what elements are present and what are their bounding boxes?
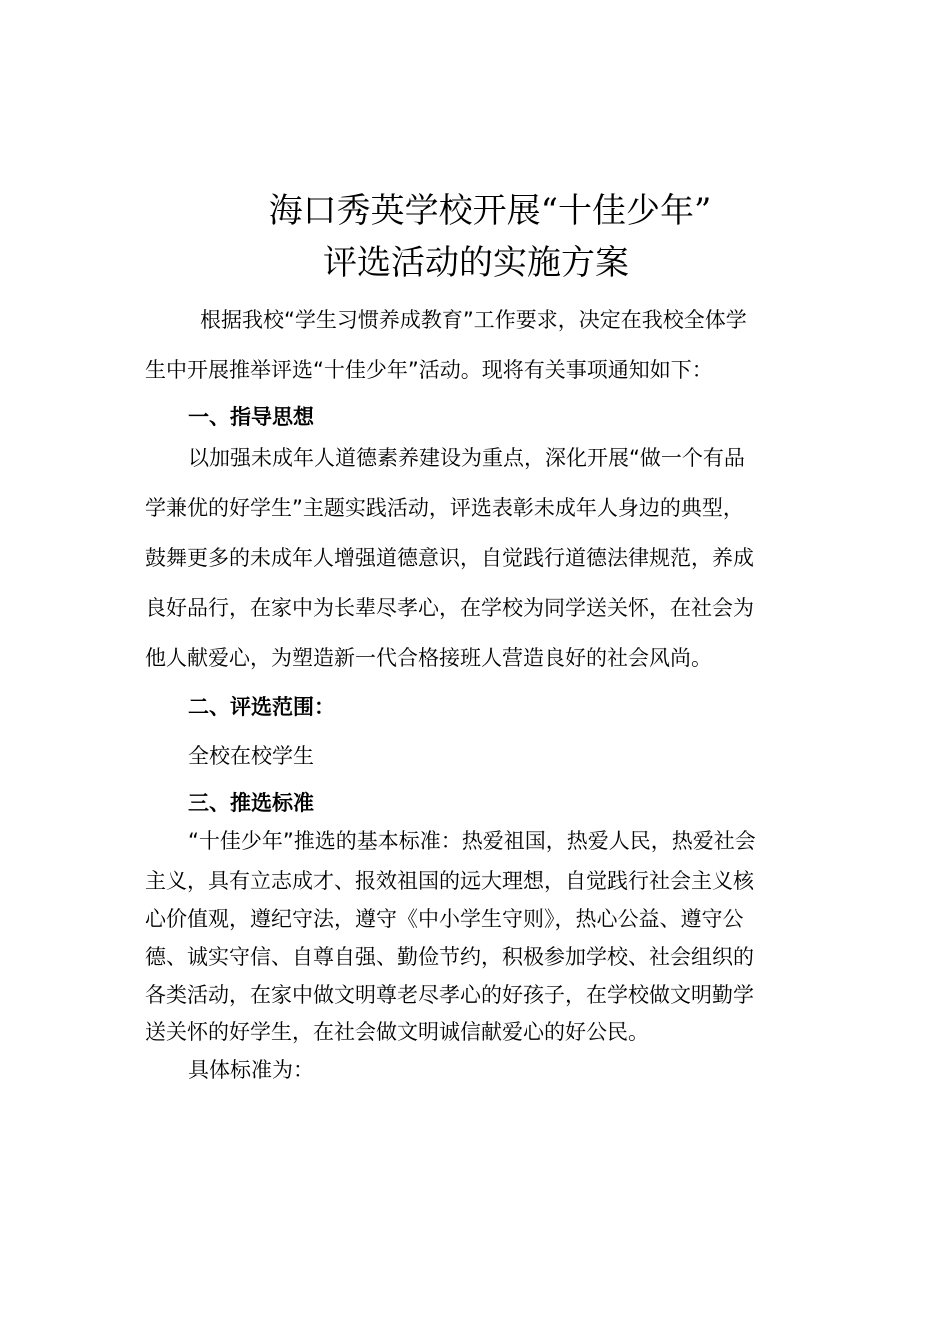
section3-paragraph-line: 德、诚实守信、自尊自强、勤俭节约，积极参加学校、社会组织的 xyxy=(145,945,754,969)
section3-paragraph-line: 心价值观，遵纪守法，遵守《中小学生守则》，热心公益、遵守公 xyxy=(145,907,744,931)
section-heading-selection-criteria: 三、推选标准 xyxy=(188,791,314,815)
section1-paragraph-line: 他人献爱心，为塑造新一代合格接班人营造良好的社会风尚。 xyxy=(145,646,712,670)
document-title-line-1: 海口秀英学校开展“十佳少年” xyxy=(268,191,712,231)
section3-paragraph-line: 送关怀的好学生，在社会做文明诚信献爱心的好公民。 xyxy=(145,1020,649,1044)
intro-paragraph-line: 生中开展推举评选“十佳少年”活动。现将有关事项通知如下： xyxy=(145,358,713,382)
section3-paragraph-line: “十佳少年”推选的基本标准：热爱祖国，热爱人民，热爱社会 xyxy=(188,829,756,853)
section-heading-guiding-ideology: 一、指导思想 xyxy=(188,405,314,429)
section3-paragraph-line: 主义，具有立志成才、报效祖国的远大理想，自觉践行社会主义核 xyxy=(145,869,754,893)
section2-paragraph-line: 全校在校学生 xyxy=(188,744,314,768)
section-heading-selection-scope: 二、评选范围： xyxy=(188,695,335,719)
intro-paragraph-line: 根据我校“学生习惯养成教育”工作要求，决定在我校全体学 xyxy=(200,308,747,332)
section1-paragraph-line: 以加强未成年人道德素养建设为重点，深化开展“做一个有品 xyxy=(188,446,745,470)
section3-specific-criteria-label: 具体标准为： xyxy=(188,1058,314,1082)
section3-paragraph-line: 各类活动，在家中做文明尊老尽孝心的好孩子，在学校做文明勤学 xyxy=(145,983,754,1007)
section1-paragraph-line: 学兼优的好学生”主题实践活动，评选表彰未成年人身边的典型， xyxy=(145,496,744,520)
document-title-line-2: 评选活动的实施方案 xyxy=(323,243,629,283)
section1-paragraph-line: 鼓舞更多的未成年人增强道德意识，自觉践行道德法律规范，养成 xyxy=(145,546,754,570)
section1-paragraph-line: 良好品行，在家中为长辈尽孝心，在学校为同学送关怀，在社会为 xyxy=(145,596,754,620)
